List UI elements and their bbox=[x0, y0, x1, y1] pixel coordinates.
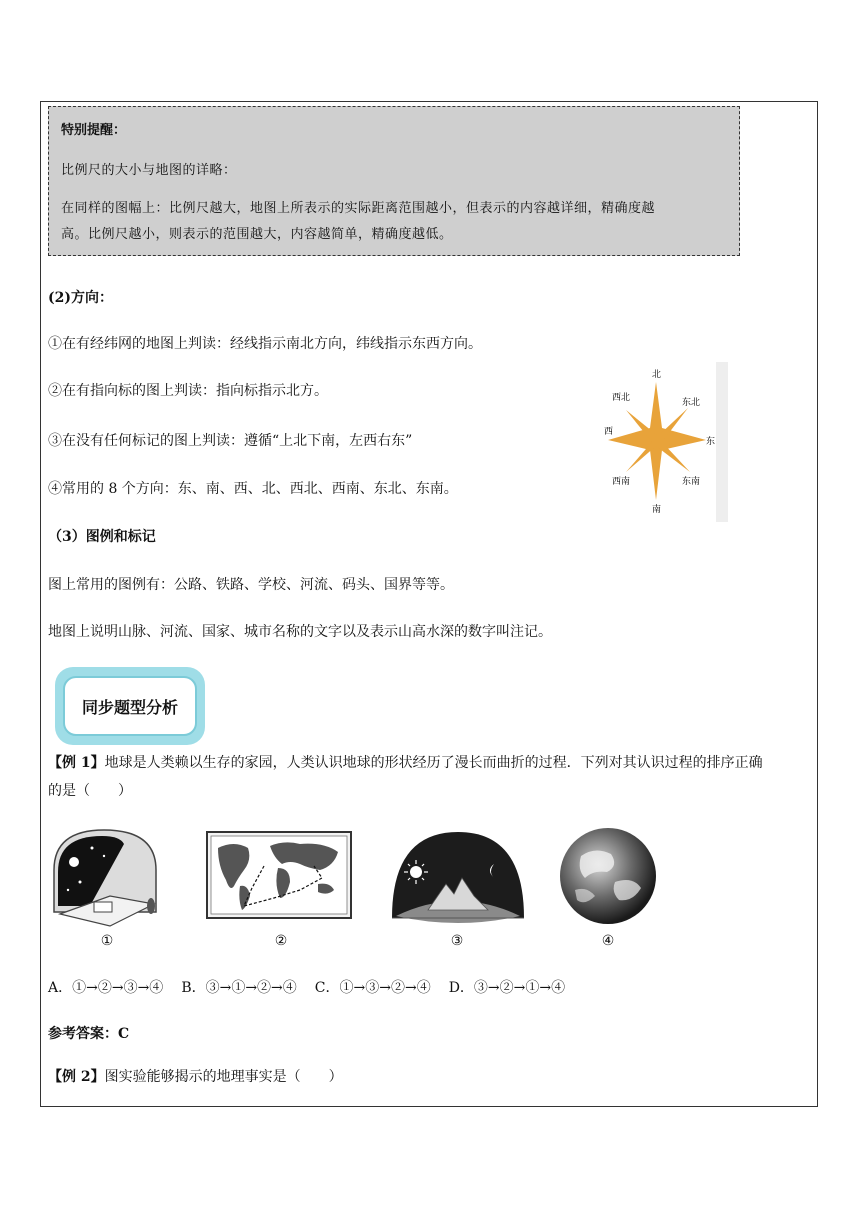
magellan-voyage-map-image bbox=[204, 826, 354, 926]
compass-north-label: 北 bbox=[652, 370, 662, 380]
compass-rose-icon bbox=[596, 362, 728, 522]
option-d[interactable]: D．③→②→①→④ bbox=[448, 980, 566, 996]
example1-answer: 参考答案：C bbox=[48, 1026, 130, 1042]
compass-northeast-label: 东北 bbox=[682, 398, 701, 408]
picture-4-label: ④ bbox=[601, 933, 615, 949]
compass-southwest-label: 西南 bbox=[612, 477, 631, 487]
section-badge-label: 同步题型分析 bbox=[63, 676, 197, 736]
tip-line-2: 在同样的图幅上：比例尺越大，地图上所表示的实际距离范围越小，但表示的内容越详细，精确度越 bbox=[61, 201, 656, 216]
section-badge bbox=[55, 667, 205, 745]
picture-1-label: ① bbox=[100, 933, 114, 949]
example2-question-text: 图实验能够揭示的地理事实是（ ） bbox=[104, 1069, 343, 1085]
special-reminder-box bbox=[48, 106, 740, 256]
example1-question-line2: 的是（ ） bbox=[48, 783, 132, 799]
direction-item-4: ④常用的 8 个方向：东、南、西、北、西北、西南、东北、东南。 bbox=[48, 481, 458, 497]
example1-options bbox=[48, 977, 565, 997]
compass-west-label: 西 bbox=[604, 427, 614, 437]
example2-question bbox=[48, 1066, 343, 1086]
example1-tag: 【例 1】 bbox=[48, 755, 105, 771]
round-sky-flat-earth-image bbox=[388, 826, 528, 930]
legend-line-2: 地图上说明山脉、河流、国家、城市名称的文字以及表示山高水深的数字叫注记。 bbox=[48, 624, 552, 640]
example1-question-line1: 地球是人类赖以生存的家园，人类认识地球的形状经历了漫长而曲折的过程．下列对其认识过程的排序正确 bbox=[104, 755, 763, 771]
legend-heading: （3）图例和标记 bbox=[48, 529, 156, 545]
tip-line-1: 比例尺的大小与地图的详略： bbox=[61, 163, 237, 178]
direction-item-2: ②在有指向标的图上判读：指向标指示北方。 bbox=[48, 383, 328, 399]
dome-sky-model-image bbox=[50, 826, 162, 932]
tip-line-3: 高。比例尺越小，则表示的范围越大，内容越简单，精确度越低。 bbox=[61, 227, 453, 242]
earth-globe-photo-image bbox=[555, 826, 661, 926]
tip-title: 特别提醒： bbox=[61, 123, 127, 138]
picture-2-label: ② bbox=[274, 933, 288, 949]
example2-tag: 【例 2】 bbox=[48, 1069, 105, 1085]
compass-northwest-label: 西北 bbox=[612, 393, 631, 403]
example1-question bbox=[48, 752, 763, 772]
compass-southeast-label: 东南 bbox=[682, 477, 701, 487]
option-b[interactable]: B．③→①→②→④ bbox=[181, 980, 297, 996]
direction-item-3: ③在没有任何标记的图上判读：遵循“上北下南，左西右东” bbox=[48, 433, 413, 449]
compass-east-label: 东 bbox=[706, 437, 716, 447]
option-a[interactable]: A．①→②→③→④ bbox=[48, 980, 164, 996]
picture-3-label: ③ bbox=[450, 933, 464, 949]
legend-line-1: 图上常用的图例有：公路、铁路、学校、河流、码头、国界等等。 bbox=[48, 577, 454, 593]
compass-south-label: 南 bbox=[652, 505, 662, 515]
option-c[interactable]: C．①→③→②→④ bbox=[314, 980, 431, 996]
direction-heading: (2)方向： bbox=[48, 290, 113, 306]
direction-item-1: ①在有经纬网的地图上判读：经线指示南北方向，纬线指示东西方向。 bbox=[48, 336, 482, 352]
